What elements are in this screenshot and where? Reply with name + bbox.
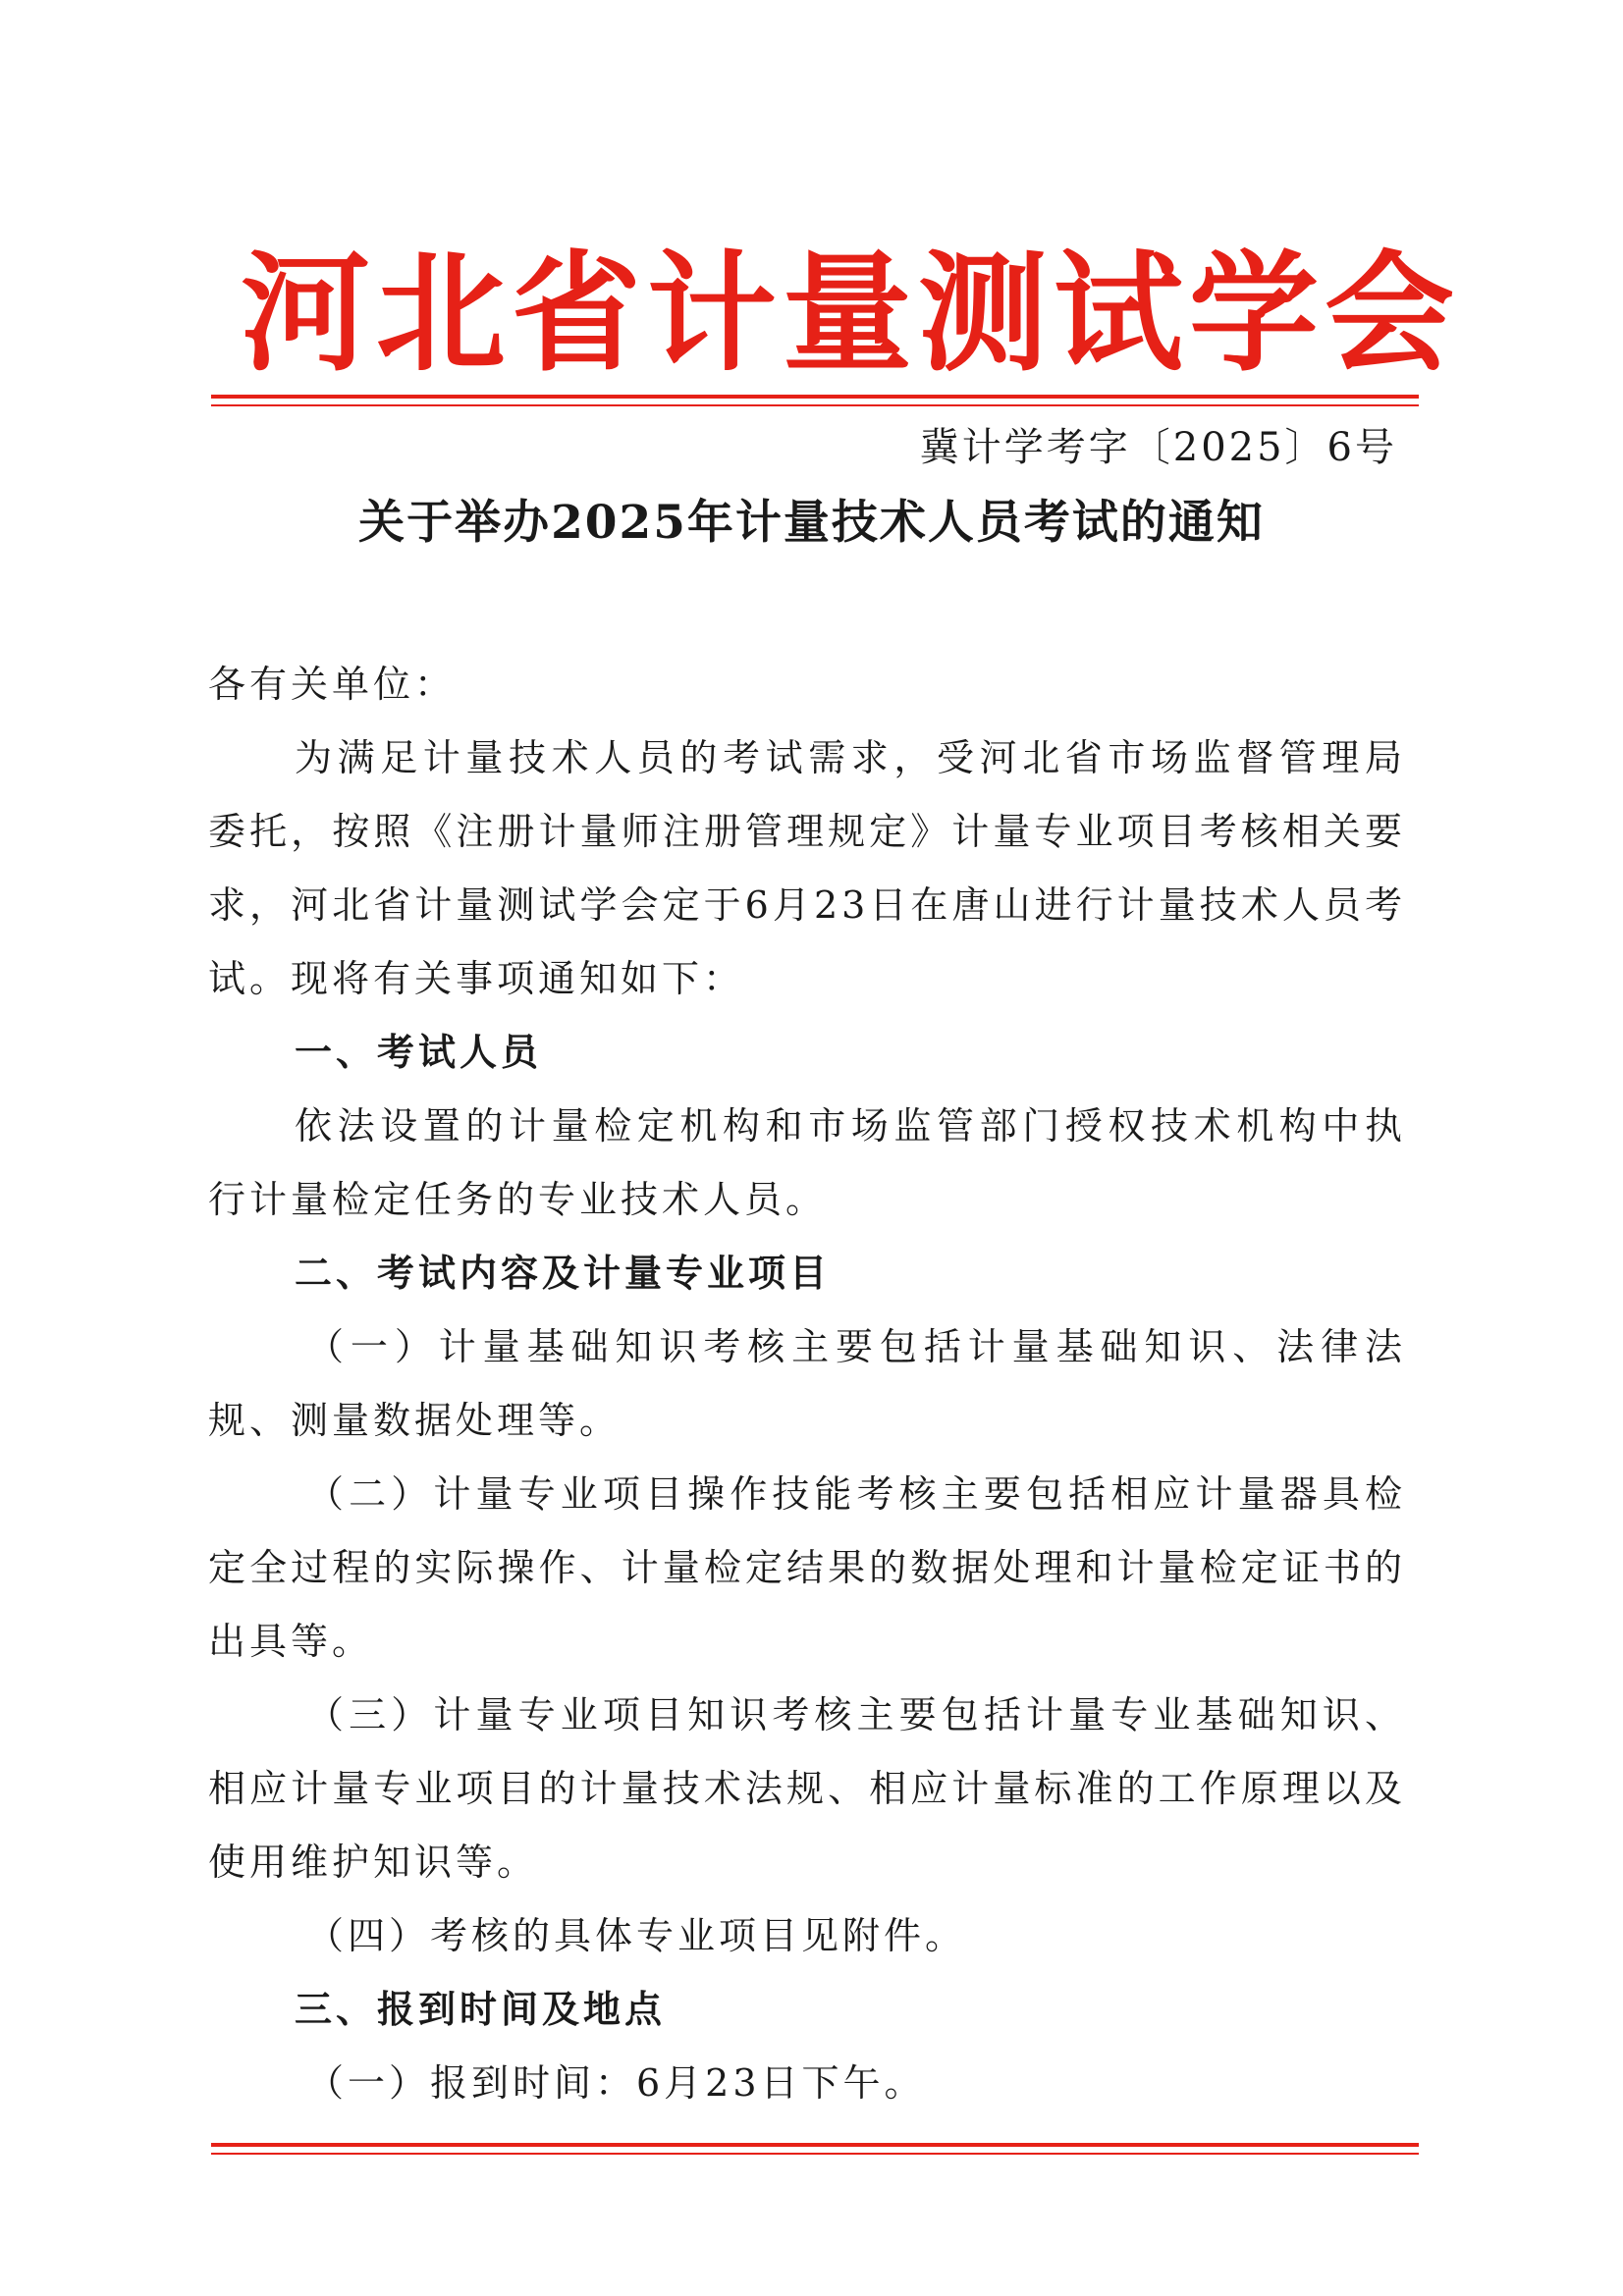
- section-2-item-4: （四）考核的具体专业项目见附件。: [306, 1914, 967, 1957]
- document-title: 关于举办2025年计量技术人员考试的通知: [358, 496, 1265, 550]
- footer-rule-thick: [211, 2143, 1419, 2147]
- salutation: 各有关单位：: [208, 663, 457, 706]
- intro-paragraph: 为满足计量技术人员的考试需求，受河北省市场监督管理局委托，按照《注册计量师注册管理规定》计量专业项目考核相关要求，河北省计量测试学会定于6月23日在唐山进行计量技术人员考试。现将有关事项通知如下：: [208, 736, 1406, 1000]
- organization-masthead: 河北省计量测试学会: [241, 239, 1460, 390]
- footer-rule-thin: [211, 2153, 1419, 2155]
- section-heading-1: 一、考试人员: [295, 1031, 543, 1074]
- section-2-item-3: （三）计量专业项目知识考核主要包括计量专业基础知识、相应计量专业项目的计量技术法规、相应计量标准的工作原理以及使用维护知识等。: [208, 1693, 1406, 1884]
- section-heading-3: 三、报到时间及地点: [295, 1988, 667, 2031]
- masthead-rule-thick: [211, 395, 1419, 399]
- section-heading-2: 二、考试内容及计量专业项目: [295, 1252, 832, 1295]
- section-2-item-1: （一）计量基础知识考核主要包括计量基础知识、法律法规、测量数据处理等。: [208, 1325, 1406, 1442]
- document-body: [208, 648, 1406, 2120]
- section-2-item-2: （二）计量专业项目操作技能考核主要包括相应计量器具检定全过程的实际操作、计量检定结果的数据处理和计量检定证书的出具等。: [208, 1472, 1406, 1663]
- masthead-rule-thin: [211, 404, 1419, 406]
- section-3-item-1: （一）报到时间：6月23日下午。: [306, 2061, 926, 2105]
- section-1-text: 依法设置的计量检定机构和市场监管部门授权技术机构中执行计量检定任务的专业技术人员。: [208, 1104, 1406, 1221]
- document-number: 冀计学考字〔2025〕6号: [919, 425, 1397, 470]
